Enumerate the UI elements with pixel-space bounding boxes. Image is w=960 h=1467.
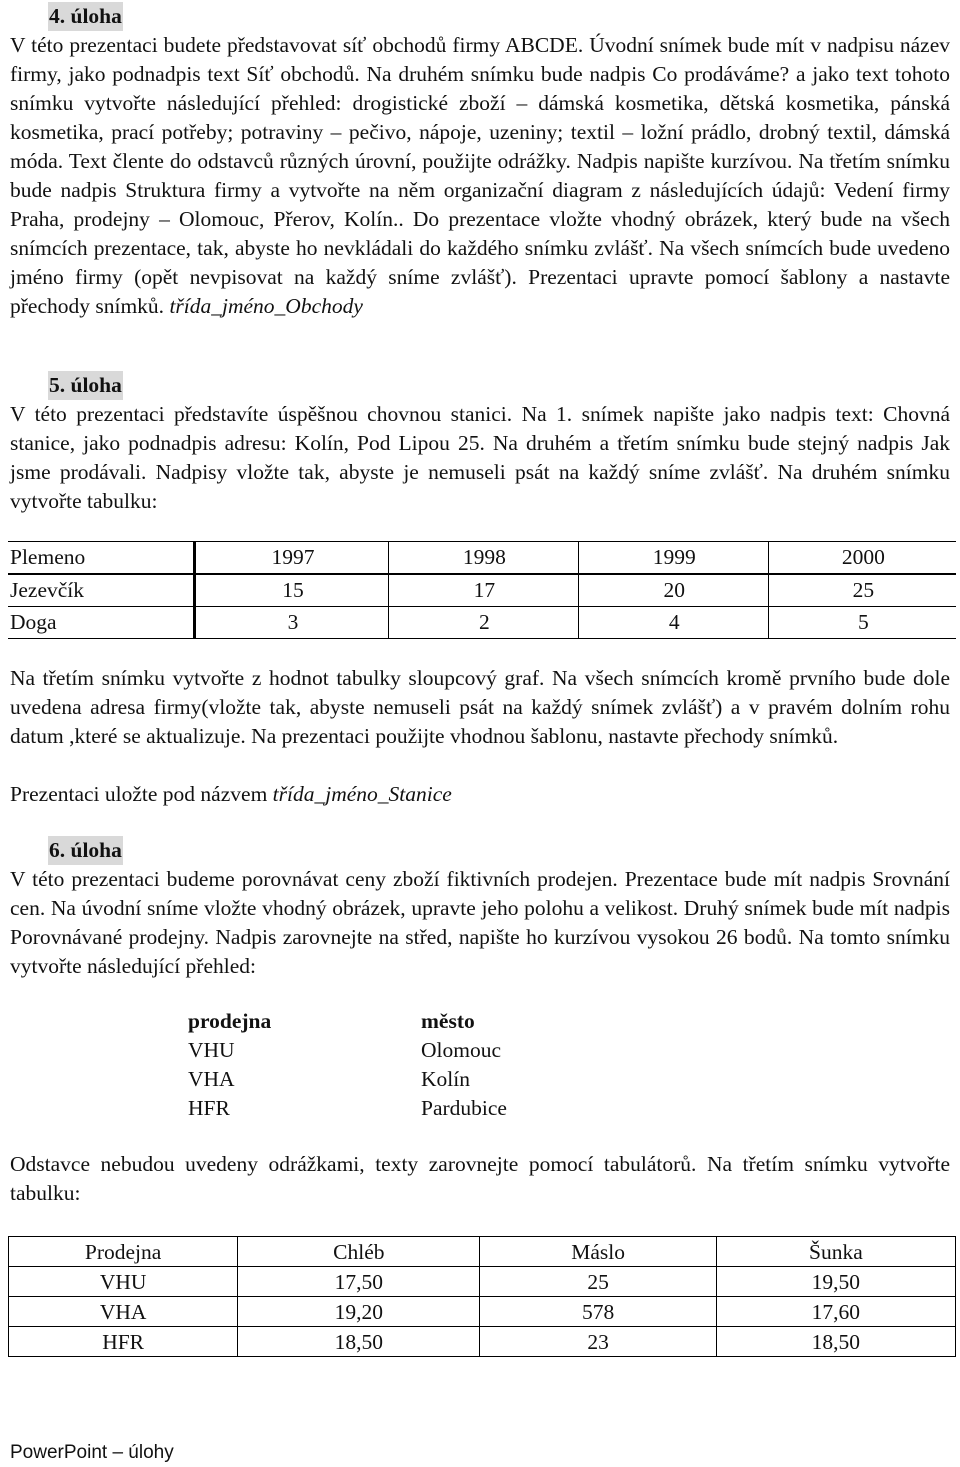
table-cell: 2000 xyxy=(768,542,956,575)
task5-text: V této prezentaci představíte úspěšnou chovnou stanici. Na 1. snímek napište jako nadpis text: Chovná stanice, jako podnadpis adresu: Kolín, Pod Lipou 25. Na druhém a třetím snímku bude stejný nadpis Jak jsme prodávali. Nadpisy vložte tak, abyste je nemuseli psát na každý sníme zvlášť. Na druhém snímku vytvořte tabulku: xyxy=(10,402,950,513)
task4-filename: třída_jméno_Obchody xyxy=(169,294,363,318)
table-cell: Prodejna xyxy=(9,1237,238,1267)
table-cell: 1999 xyxy=(578,542,768,575)
table-cell: HFR xyxy=(9,1327,238,1357)
table-header-row xyxy=(8,542,956,575)
task6-text: V této prezentaci budeme porovnávat ceny zboží fiktivních prodejen. Prezentace bude mít nadpis Srovnání cen. Na úvodní sníme vložte vhodný obrázek, upravte jeho polohu a velikost. Druhý snímek bude mít nadpis Porovnávané prodejny. Nadpis zarovnejte na střed, napište ho kurzívou vysokou 26 bodů. Na tomto snímku vytvořte následující přehled: xyxy=(10,867,950,978)
table-cell: 5 xyxy=(768,607,956,639)
table-row xyxy=(8,607,956,639)
table-row xyxy=(9,1267,956,1297)
table-cell: Doga xyxy=(8,607,195,639)
store-city: Olomouc xyxy=(421,1038,502,1062)
table-cell: Plemeno xyxy=(8,542,195,575)
stores-col-store: prodejna xyxy=(188,1009,272,1033)
table-row xyxy=(9,1297,956,1327)
table-row xyxy=(8,574,956,607)
table-cell: 3 xyxy=(195,607,389,639)
task6-text-2: Odstavce nebudou uvedeny odrážkami, texty zarovnejte pomocí tabulátorů. Na třetím snímku vytvořte tabulku: xyxy=(10,1152,950,1205)
store-name: VHU xyxy=(188,1038,235,1062)
table-cell: VHU xyxy=(9,1267,238,1297)
table-cell: 25 xyxy=(768,574,956,607)
table-cell: 18,50 xyxy=(716,1327,955,1357)
table-row xyxy=(9,1327,956,1357)
table-cell: Chléb xyxy=(238,1237,480,1267)
table-cell: 2 xyxy=(388,607,578,639)
store-name: HFR xyxy=(188,1096,230,1120)
table-cell: 1998 xyxy=(388,542,578,575)
table-cell: 17,50 xyxy=(238,1267,480,1297)
table-cell: Šunka xyxy=(716,1237,955,1267)
table-cell: 578 xyxy=(480,1297,716,1327)
task5-filename: třída_jméno_Stanice xyxy=(272,782,452,806)
table-cell: 15 xyxy=(195,574,389,607)
table-cell: 4 xyxy=(578,607,768,639)
store-name: VHA xyxy=(188,1067,235,1091)
table-cell: 20 xyxy=(578,574,768,607)
task5-text-2: Na třetím snímku vytvořte z hodnot tabulky sloupcový graf. Na všech snímcích kromě prvního bude dole uvedena adresa firmy(vložte tak, abyste nemuseli psát na každý snímek zvlášť) a v pravém dolním rohu datum ,které se aktualizuje. Na prezentaci použijte vhodnou šablonu, nastavte přechody snímků. xyxy=(10,666,950,748)
table-cell: 18,50 xyxy=(238,1327,480,1357)
table-cell: VHA xyxy=(9,1297,238,1327)
task4-text xyxy=(10,31,950,321)
breed-table xyxy=(8,541,956,639)
stores-col-city: město xyxy=(421,1009,475,1033)
table-cell: 25 xyxy=(480,1267,716,1297)
task5-save xyxy=(10,780,950,809)
task5-save-label: Prezentaci uložte pod názvem xyxy=(10,782,273,806)
task6-heading: 6. úloha xyxy=(48,836,123,865)
table-cell: 1997 xyxy=(195,542,389,575)
table-cell: Jezevčík xyxy=(8,574,195,607)
table-cell: 17,60 xyxy=(716,1297,955,1327)
task4-body: V této prezentaci budete představovat síť obchodů firmy ABCDE. Úvodní snímek bude mít v nadpisu název firmy, jako podnadpis text Síť obchodů. Na druhém snímku bude nadpis Co prodáváme? a jako text tohoto snímku vytvořte následující přehled: drogistické zboží – dámská kosmetika, dětská kosmetika, pánská kosmetika, prací potřeby; potraviny – pečivo, nápoje, uzeniny; textil – ložní prádlo, drobný textil, dámská móda. Text člente do odstavců různých úrovní, použijte odrážky. Nadpis napište kurzívou. Na třetím snímku bude nadpis Struktura firmy a vytvořte na něm organizační diagram z následujících údajů: Vedení firmy Praha, prodejny – Olomouc, Přerov, Kolín.. Do prezentace vložte vhodný obrázek, který bude na všech snímcích prezentace, tak, abyste ho nevkládali do každého snímku zvlášť. Na všech snímcích bude uvedeno jméno firmy (opět nevpisovat na každý sníme zvlášť). Prezentaci upravte pomocí šablony a nastavte přechody snímků. xyxy=(10,33,950,318)
table-cell: 23 xyxy=(480,1327,716,1357)
table-cell: Máslo xyxy=(480,1237,716,1267)
store-city: Kolín xyxy=(421,1067,470,1091)
table-cell: 17 xyxy=(388,574,578,607)
table-cell: 19,50 xyxy=(716,1267,955,1297)
task4-heading: 4. úloha xyxy=(48,2,123,31)
task5-heading: 5. úloha xyxy=(48,371,123,400)
page-footer: PowerPoint – úlohy xyxy=(10,1442,174,1463)
prices-table xyxy=(8,1236,956,1357)
store-city: Pardubice xyxy=(421,1096,507,1120)
table-header-row xyxy=(9,1237,956,1267)
table-cell: 19,20 xyxy=(238,1297,480,1327)
